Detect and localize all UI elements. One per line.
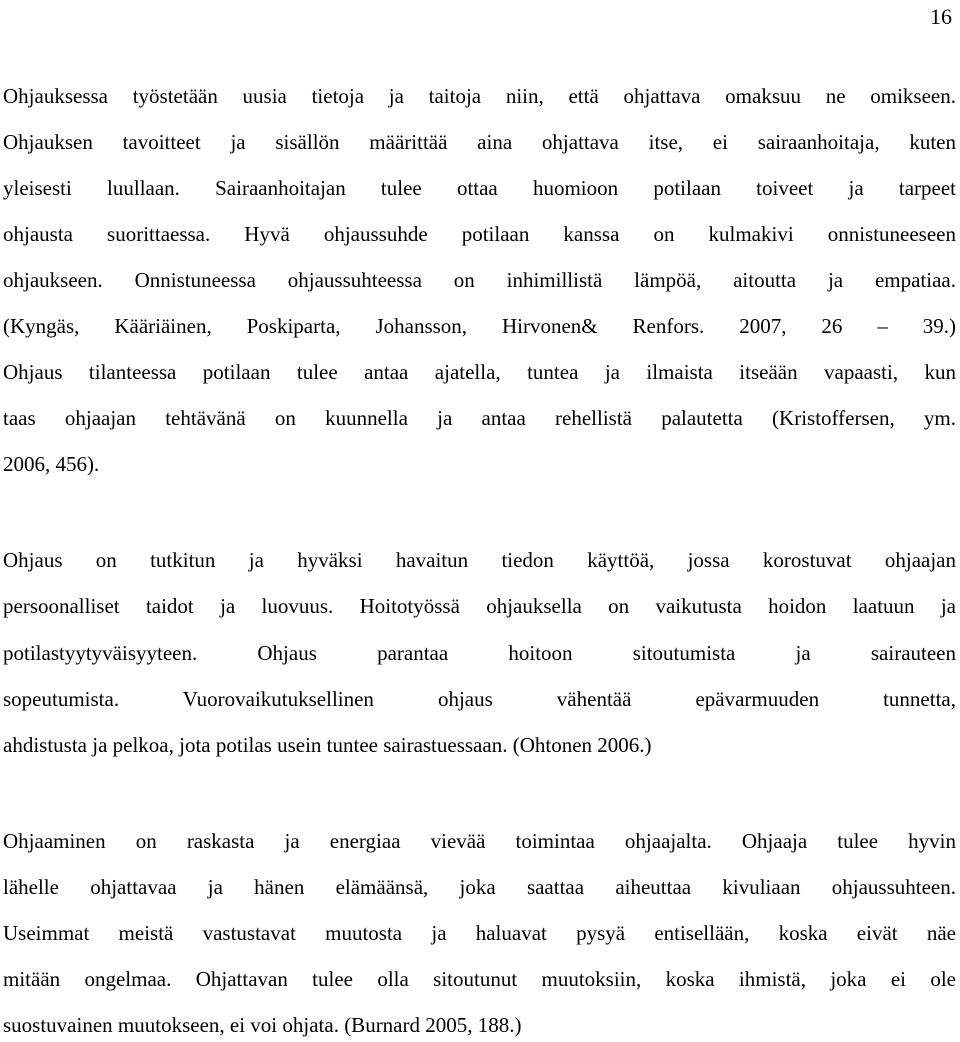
text-line: Ohjauksessa työstetään uusia tietoja ja taitoja niin, että ohjattava omaksuu ne omikseen. [3,84,956,108]
text-line: mitään ongelmaa. Ohjattavan tulee olla sitoutunut muutoksiin, koska ihmistä, joka ei ole [3,967,956,991]
text-line: persoonalliset taidot ja luovuus. Hoitotyössä ohjauksella on vaikutusta hoidon laatuun ja [3,594,956,618]
text-line: (Kyngäs, Kääriäinen, Poskiparta, Johansson, Hirvonen& Renfors. 2007, 26 – 39.) [3,314,956,338]
text-line: potilastyytyväisyyteen. Ohjaus parantaa hoitoon sitoutumista ja sairauteen [3,641,956,665]
text-line: Ohjaus on tutkitun ja hyväksi havaitun tiedon käyttöä, jossa korostuvat ohjaajan [3,548,956,572]
text-line: lähelle ohjattavaa ja hänen elämäänsä, joka saattaa aiheuttaa kivuliaan ohjaussuhteen. [3,875,956,899]
text-line: suostuvainen muutokseen, ei voi ohjata. (Burnard 2005, 188.) [3,1013,522,1037]
text-line: taas ohjaajan tehtävänä on kuunnella ja antaa rehellistä palautetta (Kristoffersen, ym. [3,406,956,430]
text-line: Useimmat meistä vastustavat muutosta ja haluavat pysyä entisellään, koska eivät näe [3,921,956,945]
text-line: 2006, 456). [3,452,100,476]
text-line: ohjaukseen. Onnistuneessa ohjaussuhteessa on inhimillistä lämpöä, aitoutta ja empatiaa. [3,268,956,292]
text-line: ahdistusta ja pelkoa, jota potilas usein tuntee sairastuessaan. (Ohtonen 2006.) [3,733,652,757]
page-number: 16 [930,4,952,29]
text-line: Ohjauksen tavoitteet ja sisällön määrittää aina ohjattava itse, ei sairaanhoitaja, kuten [3,130,956,154]
text-line: Ohjaaminen on raskasta ja energiaa vievää toimintaa ohjaajalta. Ohjaaja tulee hyvin [3,829,956,853]
text-line: sopeutumista. Vuorovaikutuksellinen ohjaus vähentää epävarmuuden tunnetta, [3,687,956,711]
text-line: ohjausta suorittaessa. Hyvä ohjaussuhde potilaan kanssa on kulmakivi onnistuneeseen [3,222,956,246]
text-line: Ohjaus tilanteessa potilaan tulee antaa ajatella, tuntea ja ilmaista itseään vapaasti, kun [3,360,956,384]
text-line: yleisesti luullaan. Sairaanhoitajan tulee ottaa huomioon potilaan toiveet ja tarpeet [3,176,956,200]
